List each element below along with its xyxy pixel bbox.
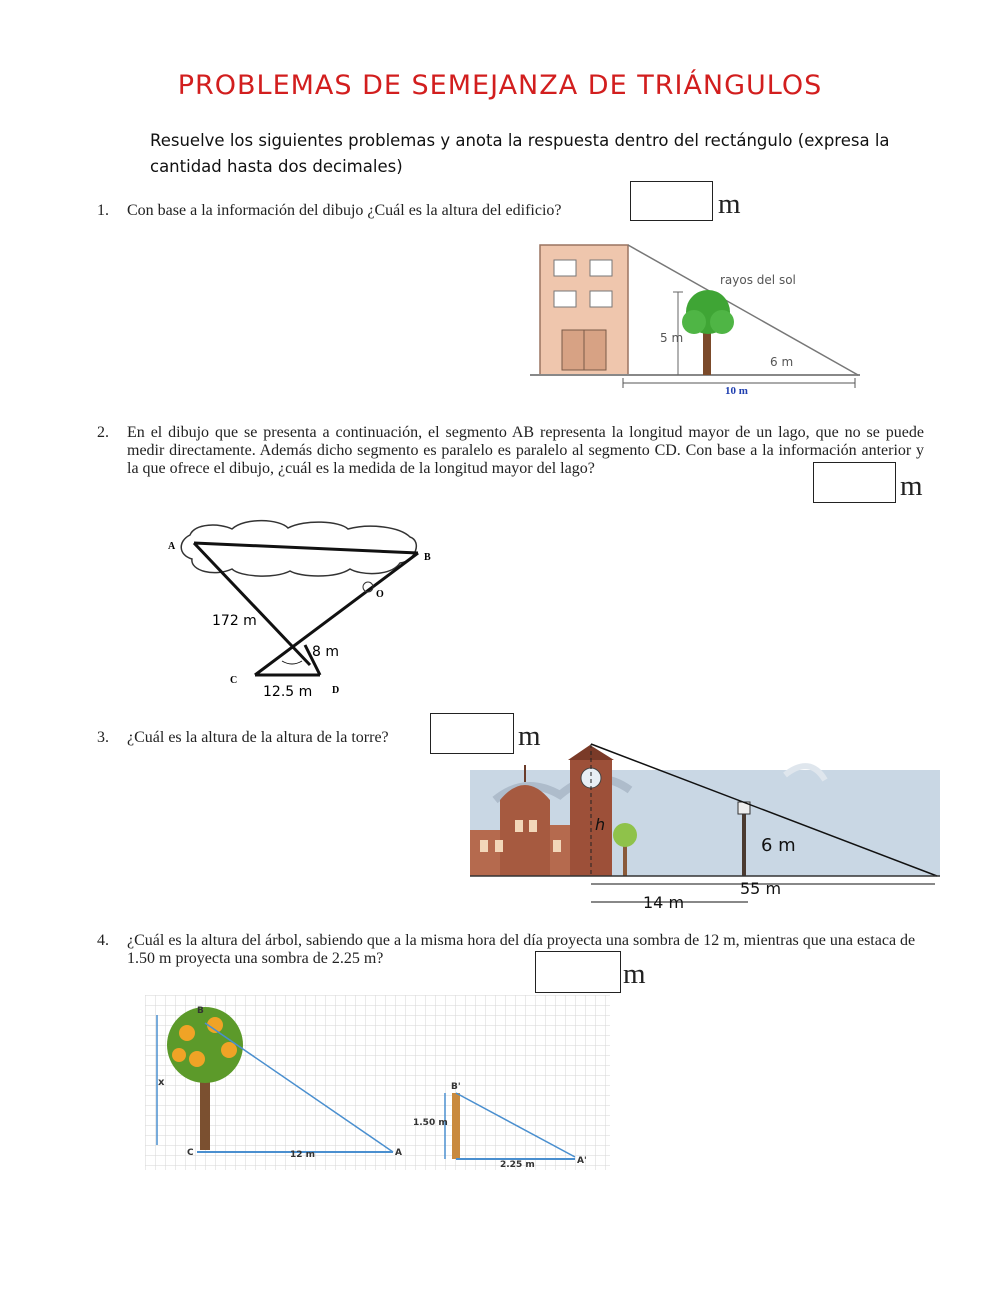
h-label: h	[595, 815, 606, 834]
label-b: B	[424, 552, 431, 563]
problem-4-answer-input[interactable]	[535, 951, 621, 993]
tree-fruit	[221, 1042, 237, 1058]
label-o: O	[376, 589, 384, 600]
length-cd-label: 12.5 m	[263, 684, 313, 700]
tree-fruit	[172, 1048, 186, 1062]
problem-2-number: 2.	[97, 424, 109, 441]
label-c: C	[187, 1148, 194, 1158]
window	[495, 840, 503, 852]
lamp-height-label: 6 m	[761, 835, 796, 856]
problem-4-text: ¿Cuál es la altura del árbol, sabiendo que a la misma hora del día proyecta una sombra de 12 m, mientras que una estaca de 1.50 m proyecta una sombra de 2.25 m?	[127, 932, 916, 967]
problem-1-unit: m	[718, 188, 741, 220]
problem-2-answer-input[interactable]	[813, 462, 896, 503]
total-label: 55 m	[740, 879, 782, 898]
instructions: Resuelve los siguientes problemas y anota la respuesta dentro del rectángulo (expresa la cantidad hasta dos decimales)	[150, 131, 890, 176]
shadow-stake-label: 2.25 m	[500, 1160, 535, 1170]
small-tree-trunk	[623, 842, 627, 876]
tree-fruit	[189, 1051, 205, 1067]
problem-4-unit: m	[623, 958, 646, 990]
problem-3-unit: m	[518, 720, 541, 752]
lake-figure	[160, 515, 450, 705]
building-dome-base	[500, 800, 550, 876]
sun-label: rayos del sol	[720, 273, 796, 287]
tree-crown	[682, 310, 706, 334]
problem-1-number: 1.	[97, 202, 109, 219]
height-label: 5 m	[660, 331, 684, 345]
stake	[452, 1093, 460, 1159]
label-b-prime: B'	[451, 1082, 461, 1092]
tree-trunk	[703, 330, 711, 375]
problem-2-unit: m	[900, 470, 923, 502]
shadow-label: 6 m	[770, 355, 794, 369]
x-label: x	[158, 1077, 165, 1088]
page-title: PROBLEMAS DE SEMEJANZA DE TRIÁNGULOS	[177, 70, 823, 101]
window	[515, 820, 523, 832]
label-a: A	[395, 1148, 402, 1158]
building-figure	[530, 240, 870, 400]
window	[529, 820, 537, 832]
problem-3-number: 3.	[97, 729, 109, 746]
length-a-label: 172 m	[212, 613, 257, 629]
problem-1-text: Con base a la información del dibujo ¿Cuál es la altura del edificio?	[127, 202, 562, 219]
window	[554, 260, 576, 276]
label-c: C	[230, 675, 238, 686]
window	[590, 291, 612, 307]
clock	[581, 768, 601, 788]
length-b-label: 8 m	[312, 644, 339, 660]
total-label: 10 m	[725, 385, 748, 397]
label-d: D	[332, 685, 340, 696]
stake-label: 1.50 m	[413, 1118, 448, 1128]
problem-4-number: 4.	[97, 932, 109, 949]
sun-ray	[628, 245, 858, 375]
small-tree	[613, 823, 637, 847]
label-a-prime: A'	[577, 1156, 587, 1166]
problem-3-text: ¿Cuál es la altura de la altura de la torre?	[127, 729, 389, 746]
angle-mark	[282, 661, 302, 664]
tower-figure	[465, 740, 945, 920]
tree-crown	[710, 310, 734, 334]
tree-fruit	[179, 1025, 195, 1041]
problem-1-answer-input[interactable]	[630, 181, 713, 221]
window	[553, 840, 561, 852]
label-a: A	[168, 541, 176, 552]
problem-2-text: En el dibujo que se presenta a continuación, el segmento AB representa la longitud mayor de un lago, que no se puede medir directamente. Además dicho segmento es paralelo es paralelo al segmento CD. Con base a la información anterior y la que ofrece el dibujo, ¿cuál es la medida de la longitud mayor del lago?	[127, 424, 924, 477]
partial-label: 14 m	[643, 893, 685, 912]
window	[554, 291, 576, 307]
shadow-tree-label: 12 m	[290, 1150, 316, 1160]
label-b: B	[197, 1006, 204, 1016]
window	[480, 840, 488, 852]
window	[590, 260, 612, 276]
tree-figure	[145, 995, 610, 1170]
